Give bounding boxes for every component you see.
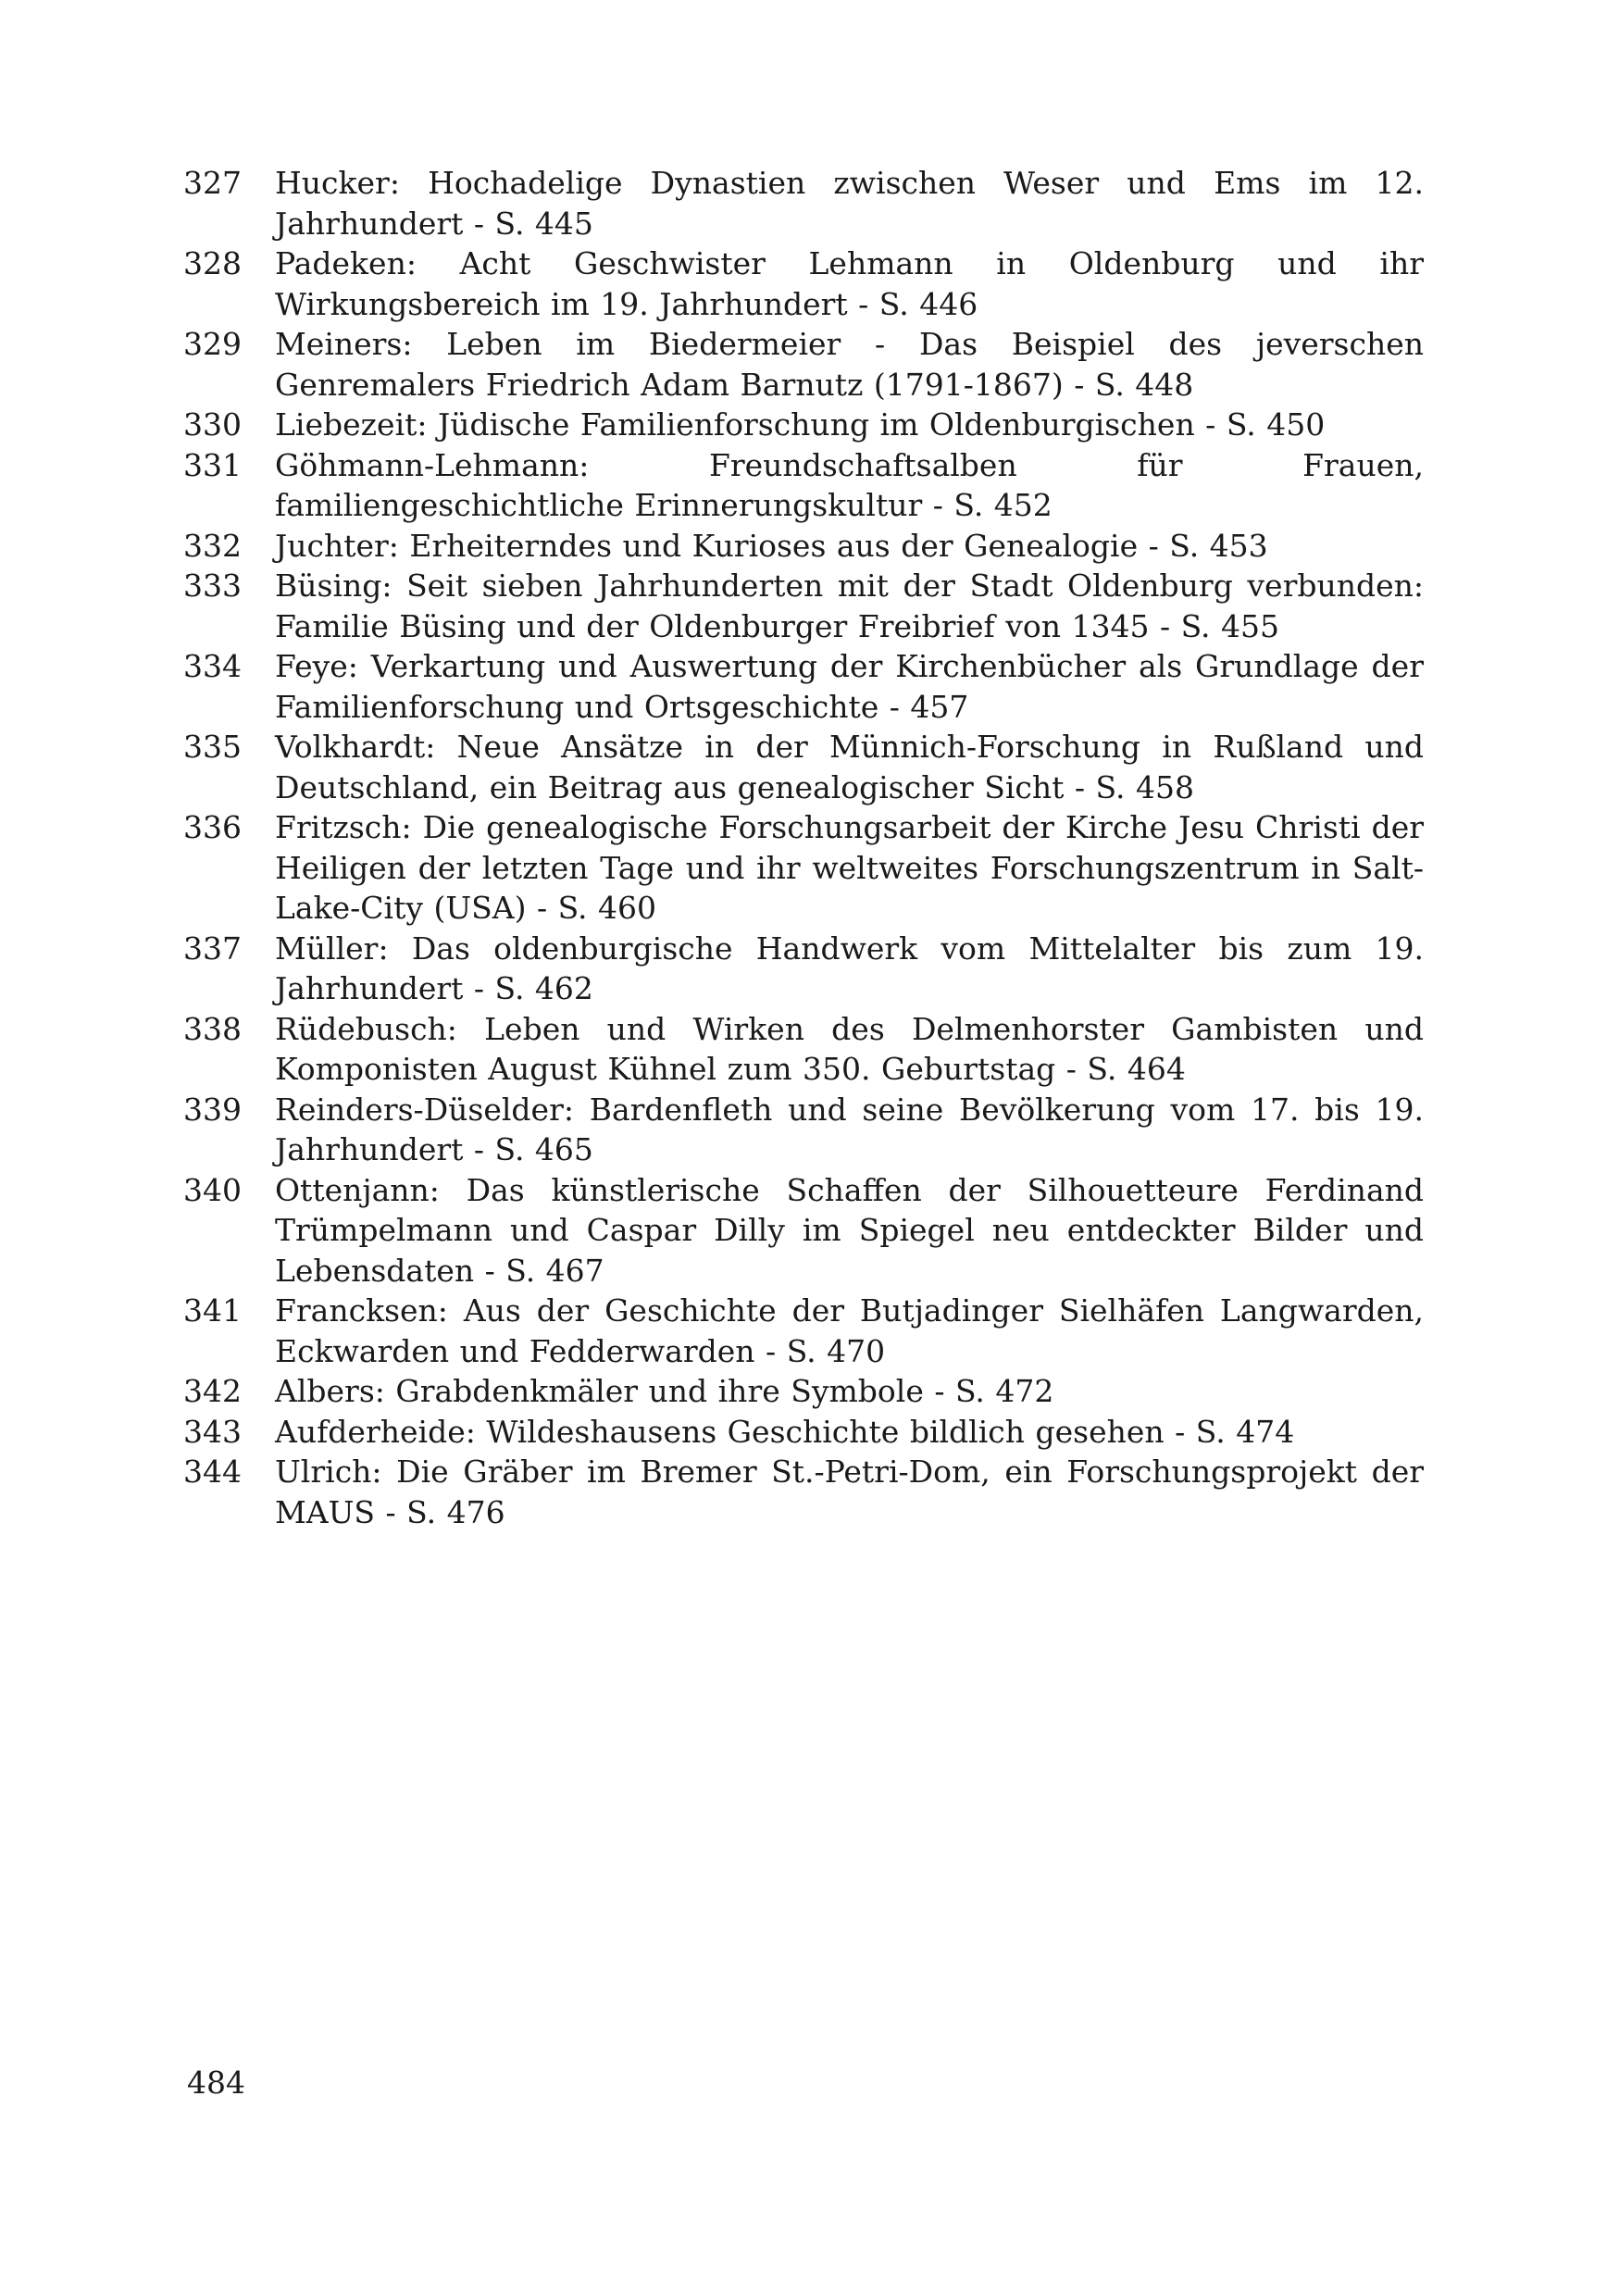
entry-text: Göhmann-Lehmann: Freundschaftsalben für Frauen, familiengeschichtliche Erinnerungskultur - S. 452 [275, 446, 1424, 523]
list-item [183, 324, 1424, 405]
entry-text: Rüdebusch: Leben und Wirken des Delmenhorster Gambisten und Komponisten August Kühnel zum 350. Geburtstag - S. 464 [275, 1010, 1424, 1087]
entry-text: Francksen: Aus der Geschichte der Butjadinger Sielhäfen Langwarden, Eckwarden und Fedderwarden - S. 470 [275, 1292, 1424, 1369]
entry-text: Müller: Das oldenburgische Handwerk vom Mittelalter bis zum 19. Jahrhundert - S. 462 [275, 930, 1424, 1006]
entry-number: 332 [183, 527, 242, 564]
list-item [183, 243, 1424, 324]
entry-number: 327 [183, 165, 242, 201]
entry-number: 330 [183, 406, 242, 443]
list-item [183, 526, 1424, 567]
entry-number: 337 [183, 930, 242, 967]
list-item [183, 445, 1424, 526]
entry-text: Albers: Grabdenkmäler und ihre Symbole - S. 472 [275, 1373, 1054, 1409]
entry-number: 342 [183, 1373, 242, 1409]
list-item [183, 1412, 1424, 1453]
entry-text: Fritzsch: Die genealogische Forschungsarbeit der Kirche Jesu Christi der Heiligen der letzten Tage und ihr weltweites Forschungszentrum in Salt-Lake-City (USA) - S. 460 [275, 809, 1424, 926]
entry-text: Ottenjann: Das künstlerische Schaffen der Silhouetteure Ferdinand Trümpelmann und Caspar Dilly im Spiegel neu entdeckter Bilder und Lebensdaten - S. 467 [275, 1171, 1424, 1289]
entry-number: 343 [183, 1413, 242, 1450]
entry-number: 329 [183, 326, 242, 362]
entry-text: Juchter: Erheiterndes und Kurioses aus der Genealogie - S. 453 [275, 527, 1268, 564]
list-item [183, 1371, 1424, 1412]
entry-number: 344 [183, 1454, 242, 1490]
entry-number: 340 [183, 1171, 242, 1208]
page-number: 484 [187, 2065, 245, 2101]
entry-number: 331 [183, 446, 242, 483]
entry-number: 328 [183, 245, 242, 281]
entry-text: Reinders-Düselder: Bardenfleth und seine Bevölkerung vom 17. bis 19. Jahrhundert - S. 465 [275, 1091, 1424, 1167]
entry-number: 341 [183, 1292, 242, 1329]
list-item [183, 1090, 1424, 1170]
list-item [183, 566, 1424, 646]
list-item [183, 1452, 1424, 1532]
entry-number: 333 [183, 568, 242, 604]
list-item [183, 807, 1424, 929]
list-item [183, 163, 1424, 243]
entry-text: Meiners: Leben im Biedermeier - Das Beispiel des jeverschen Genremalers Friedrich Adam Barnutz (1791-1867) - S. 448 [275, 326, 1424, 403]
entry-number: 336 [183, 809, 242, 845]
entry-number: 339 [183, 1091, 242, 1128]
entry-number: 335 [183, 729, 242, 765]
bibliography-list [183, 163, 1424, 1532]
entry-number: 338 [183, 1010, 242, 1047]
entry-text: Aufderheide: Wildeshausens Geschichte bildlich gesehen - S. 474 [275, 1413, 1295, 1450]
entry-number: 334 [183, 648, 242, 684]
entry-text: Büsing: Seit sieben Jahrhunderten mit der Stadt Oldenburg verbunden: Familie Büsing und der Oldenburger Freibrief von 1345 - S. 455 [275, 568, 1424, 644]
list-item [183, 1009, 1424, 1090]
entry-text: Padeken: Acht Geschwister Lehmann in Oldenburg und ihr Wirkungsbereich im 19. Jahrhundert - S. 446 [275, 245, 1424, 322]
list-item [183, 727, 1424, 807]
entry-text: Ulrich: Die Gräber im Bremer St.-Petri-Dom, ein Forschungsprojekt der MAUS - S. 476 [275, 1454, 1424, 1530]
list-item [183, 646, 1424, 727]
entry-text: Feye: Verkartung und Auswertung der Kirchenbücher als Grundlage der Familienforschung und Ortsgeschichte - 457 [275, 648, 1424, 725]
entry-text: Liebezeit: Jüdische Familienforschung im Oldenburgischen - S. 450 [275, 406, 1326, 443]
list-item [183, 1291, 1424, 1371]
entry-text: Hucker: Hochadelige Dynastien zwischen Weser und Ems im 12. Jahrhundert - S. 445 [275, 165, 1424, 242]
list-item [183, 1170, 1424, 1292]
list-item [183, 405, 1424, 445]
entry-text: Volkhardt: Neue Ansätze in der Münnich-Forschung in Rußland und Deutschland, ein Beitrag aus genealogischer Sicht - S. 458 [275, 729, 1424, 805]
list-item [183, 929, 1424, 1009]
